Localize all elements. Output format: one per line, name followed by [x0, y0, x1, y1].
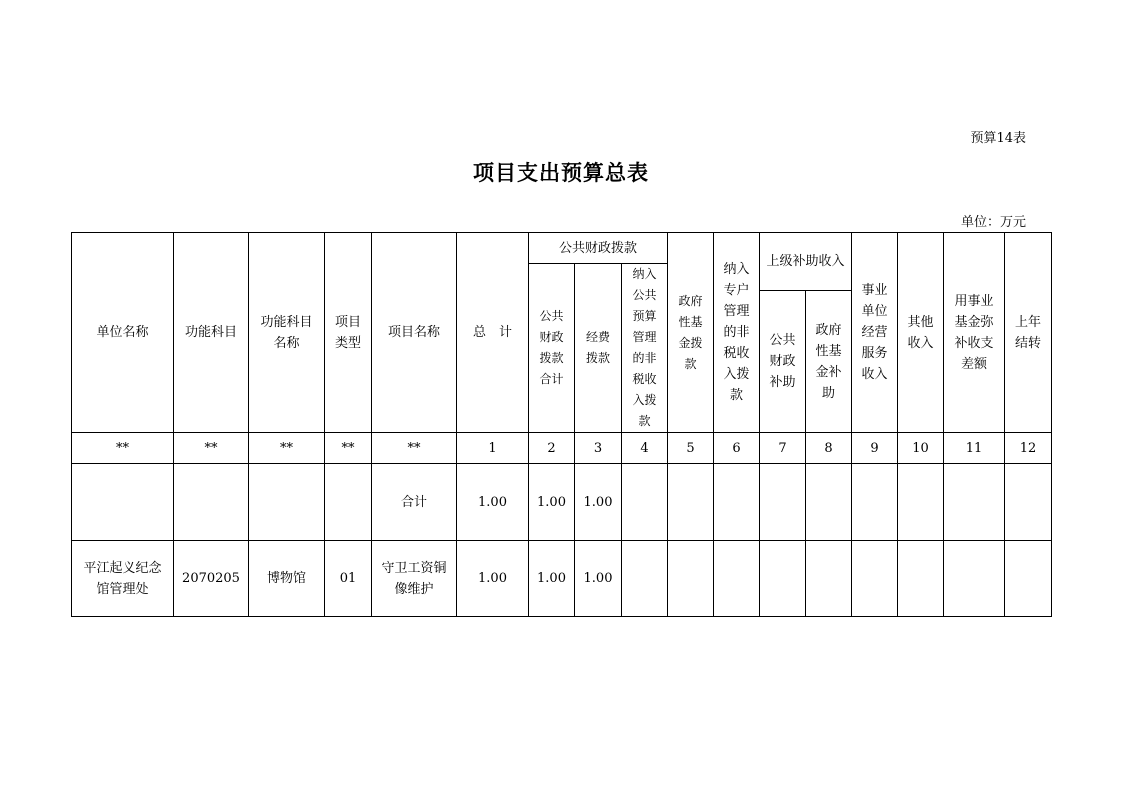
- table-cell: [852, 464, 898, 541]
- index-cell: **: [72, 433, 174, 464]
- table-cell: [898, 541, 944, 617]
- table-cell: [852, 541, 898, 617]
- index-cell: **: [174, 433, 249, 464]
- table-cell: 博物馆: [249, 541, 325, 617]
- table-cell: [174, 464, 249, 541]
- col-carry-over: 上年结转: [1005, 233, 1052, 433]
- index-cell: 10: [898, 433, 944, 464]
- index-cell: 1: [457, 433, 529, 464]
- index-cell: 2: [529, 433, 575, 464]
- index-cell: **: [249, 433, 325, 464]
- table-cell: [668, 464, 714, 541]
- table-cell: [760, 541, 806, 617]
- col-project-name: 项目名称: [372, 233, 457, 433]
- index-cell: **: [325, 433, 372, 464]
- table-cell: [622, 464, 668, 541]
- table-cell: 1.00: [457, 464, 529, 541]
- index-cell: 5: [668, 433, 714, 464]
- table-cell: [622, 541, 668, 617]
- table-cell: [714, 464, 760, 541]
- index-cell: 4: [622, 433, 668, 464]
- index-cell: 12: [1005, 433, 1052, 464]
- col-func-subject-name: 功能科目名称: [249, 233, 325, 433]
- table-cell: [72, 464, 174, 541]
- col-business-income: 事业单位经营服务收入: [852, 233, 898, 433]
- col-special-nontax: 纳入专户管理的非税收入拨款: [714, 233, 760, 433]
- col-func-subject: 功能科目: [174, 233, 249, 433]
- form-number: 预算14表: [970, 131, 1026, 146]
- index-cell: 3: [575, 433, 622, 464]
- col-sup-gov-fund: 政府性基金补助: [806, 291, 852, 433]
- table-cell: [944, 464, 1005, 541]
- table-row: [72, 541, 1052, 617]
- col-gov-fund: 政府性基金拨款: [668, 233, 714, 433]
- table-cell: [760, 464, 806, 541]
- page-title: 项目支出预算总表: [473, 161, 649, 185]
- total-label: 合计: [372, 464, 457, 541]
- group-superior-subsidy: 上级补助收入: [760, 233, 852, 291]
- col-unit-name: 单位名称: [72, 233, 174, 433]
- group-public-finance: 公共财政拨款: [529, 233, 668, 264]
- table-cell: [249, 464, 325, 541]
- index-cell: 6: [714, 433, 760, 464]
- index-row: [72, 433, 1052, 464]
- table-cell: [1005, 464, 1052, 541]
- table-cell: 1.00: [529, 464, 575, 541]
- col-total: 总 计: [457, 233, 529, 433]
- index-cell: **: [372, 433, 457, 464]
- table-cell: [1005, 541, 1052, 617]
- col-sup-public: 公共财政补助: [760, 291, 806, 433]
- table-cell: 1.00: [529, 541, 575, 617]
- col-pf-funding: 经费拨款: [575, 264, 622, 433]
- index-cell: 11: [944, 433, 1005, 464]
- table-cell: [325, 464, 372, 541]
- table-cell: 1.00: [575, 541, 622, 617]
- table-cell: [806, 541, 852, 617]
- table-cell: [668, 541, 714, 617]
- table-cell: [944, 541, 1005, 617]
- index-cell: 7: [760, 433, 806, 464]
- unit-label: 单位：万元: [960, 215, 1026, 230]
- total-row: [72, 464, 1052, 541]
- index-cell: 8: [806, 433, 852, 464]
- col-pf-subtotal: 公共财政拨款合计: [529, 264, 575, 433]
- col-pf-nontax: 纳入公共预算管理的非税收入拨款: [622, 264, 668, 433]
- project-name-cell: 守卫工资铜像维护: [372, 541, 457, 617]
- col-project-type: 项目类型: [325, 233, 372, 433]
- table-cell: 01: [325, 541, 372, 617]
- table-cell: 1.00: [457, 541, 529, 617]
- table-cell: 1.00: [575, 464, 622, 541]
- table-cell: [714, 541, 760, 617]
- col-cause-fund: 用事业基金弥补收支差额: [944, 233, 1005, 433]
- col-other-income: 其他收入: [898, 233, 944, 433]
- table-cell: [898, 464, 944, 541]
- table-cell: 2070205: [174, 541, 249, 617]
- budget-table: [71, 232, 1052, 617]
- unit-name-cell: 平江起义纪念馆管理处: [72, 541, 174, 617]
- table-cell: [806, 464, 852, 541]
- index-cell: 9: [852, 433, 898, 464]
- header-row-1: [72, 233, 1052, 264]
